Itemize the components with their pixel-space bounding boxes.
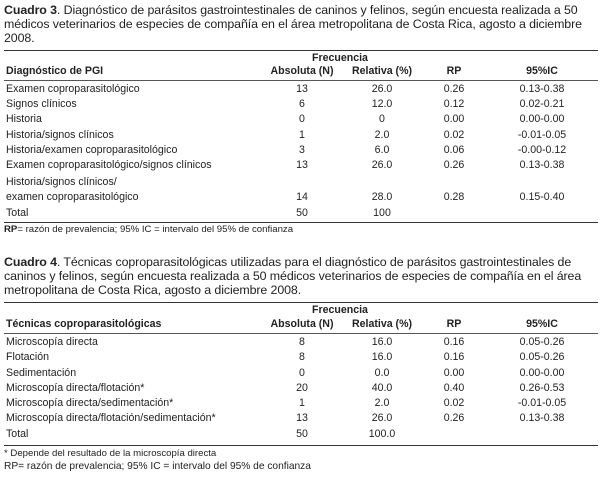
row-abs: 13	[296, 159, 308, 172]
row-abs: 50	[296, 206, 308, 219]
table3-footnote-text: = razón de prevalencia; 95% IC = intervalo del 95% de confianza	[17, 224, 294, 235]
table3-col-ic: 95%IC	[526, 65, 558, 77]
table-row	[4, 82, 598, 97]
table4-header-row	[4, 317, 598, 332]
row-rel: 6.0	[374, 143, 390, 156]
table3-col-label: Diagnóstico de PGI	[6, 65, 104, 77]
row-label: Microscopía directa/flotación/sedimentación*	[6, 412, 216, 425]
row-label: Historia	[6, 113, 42, 126]
row-rp	[422, 206, 486, 221]
row-ic: 0.02-0.21	[519, 98, 565, 111]
table3	[4, 64, 598, 79]
row-abs: 14	[296, 191, 308, 204]
row-label: Microscopía directa	[6, 336, 98, 348]
row-ic: 0.13-0.38	[519, 412, 565, 425]
table4-caption-label: Cuadro 4	[4, 255, 57, 269]
table3-group-header: Frecuencia	[312, 52, 368, 64]
row-rp	[422, 427, 486, 442]
row-rel: 28.0	[371, 191, 393, 204]
table4-body	[4, 335, 598, 442]
row-rp: 0.12	[443, 98, 465, 111]
row-rel: 16.0	[371, 351, 393, 364]
table3-top-rule	[4, 50, 598, 51]
table3-caption-label: Cuadro 3	[4, 3, 57, 17]
row-label-line1: Historia/signos clínicos/	[6, 176, 117, 189]
row-rp: 0.02	[443, 128, 465, 141]
table-row	[4, 411, 598, 426]
row-ic	[486, 206, 598, 221]
row-abs: 0	[299, 113, 305, 126]
row-label: Signos clínicos	[6, 98, 77, 111]
table-row	[4, 112, 598, 127]
row-label: Microscopía directa/sedimentación*	[6, 397, 174, 410]
table4-caption	[4, 255, 596, 297]
table-row-total	[4, 427, 598, 442]
row-rp: 0.16	[443, 351, 465, 364]
row-rel: 0	[379, 113, 385, 126]
row-ic: 0.05-0.26	[519, 336, 565, 348]
table4-col-abs: Absoluta (N)	[270, 318, 334, 330]
row-rp: 0.28	[443, 191, 465, 204]
table3-bottom-rule	[4, 222, 598, 223]
row-abs: 8	[299, 336, 305, 348]
row-ic: 0.00-0.00	[519, 366, 565, 379]
row-ic: 0.00-0.00	[519, 113, 565, 126]
row-rp: 0.40	[443, 381, 465, 394]
row-ic	[486, 427, 598, 442]
row-label: Historia/examen coproparasitológico	[6, 143, 178, 156]
row-abs: 1	[299, 128, 305, 141]
row-rp: 0.16	[443, 336, 465, 348]
table-row	[4, 396, 598, 411]
row-rel: 0.0	[374, 366, 390, 379]
table-row	[4, 350, 598, 365]
row-abs: 8	[299, 351, 305, 364]
row-abs: 6	[299, 98, 305, 111]
row-label: Examen coproparasitológico/signos clínicos	[6, 159, 212, 172]
table-row	[4, 335, 598, 350]
row-ic: 0.15-0.40	[519, 191, 565, 204]
table3-header-rule	[4, 80, 598, 81]
row-rp: 0.00	[443, 366, 465, 379]
row-ic: -0.01-0.05	[517, 397, 567, 410]
table4-footnote-star: * Depende del resultado de la microscopía directa	[4, 448, 217, 459]
row-rel: 100	[373, 206, 391, 219]
row-ic: 0.13-0.38	[519, 83, 565, 95]
table-row	[4, 97, 598, 112]
row-abs: 3	[299, 143, 305, 156]
row-ic: 0.13-0.38	[519, 159, 565, 172]
table-row	[4, 366, 598, 381]
row-abs: 0	[299, 366, 305, 379]
table4-footnote: RP= razón de prevalencia; 95% IC = intervalo del 95% de confianza	[4, 461, 311, 472]
row-ic: 0.26-0.53	[519, 381, 565, 394]
row-label: examen coproparasitológico	[6, 191, 139, 204]
row-abs: 1	[299, 397, 305, 410]
table3-header-row	[4, 64, 598, 79]
table3-caption	[4, 3, 596, 45]
row-rel: 2.0	[374, 397, 390, 410]
table4-bottom-rule	[4, 445, 598, 446]
table4-col-label: Técnicas coproparasitológicas	[6, 318, 162, 330]
row-rel: 26.0	[371, 159, 393, 172]
table4-col-ic: 95%IC	[526, 318, 558, 330]
table4-group-header: Frecuencia	[312, 304, 368, 316]
table3-body	[4, 82, 598, 221]
table-row	[4, 128, 598, 143]
row-ic: -0.01-0.05	[517, 128, 567, 141]
row-rp: 0.26	[443, 159, 465, 172]
row-ic: -0.00-0.12	[517, 143, 567, 156]
table4-caption-text: . Técnicas coproparasitológicas utilizadas para el diagnóstico de parásitos gastrointestinales de caninos y felinos, según encuesta realizada a 50 médicos veterinarios de especies de compañía en el área metropolitana de Costa Rica, agosto a diciembre 2008.	[4, 255, 582, 297]
table3-col-rel: Relativa (%)	[351, 65, 413, 77]
row-label: Sedimentación	[6, 366, 77, 379]
table3-footnote	[4, 224, 293, 236]
table3-col-abs: Absoluta (N)	[270, 65, 334, 77]
row-rp: 0.00	[443, 113, 465, 126]
table3-col-rp: RP	[446, 65, 462, 77]
table-row	[4, 381, 598, 396]
row-rp: 0.26	[443, 83, 465, 95]
table4	[4, 317, 598, 332]
row-rel: 26.0	[371, 83, 393, 95]
row-rp: 0.06	[443, 143, 465, 156]
row-rp: 0.26	[443, 412, 465, 425]
table-row	[4, 173, 598, 190]
table4-col-rp: RP	[446, 318, 462, 330]
row-rp: 0.02	[443, 397, 465, 410]
table3-caption-text: . Diagnóstico de parásitos gastrointestinales de caninos y felinos, según encuesta realizada a 50 médicos veterinarios de especies de compañía en el área metropolitana de Costa Rica, agosto a diciembre 2008.	[4, 3, 582, 45]
row-abs: 50	[296, 427, 308, 440]
row-label: Flotación	[6, 351, 49, 364]
table-row-total	[4, 206, 598, 221]
row-abs: 13	[296, 83, 308, 95]
table-row	[4, 190, 598, 205]
row-rel: 16.0	[371, 336, 393, 348]
row-rel: 40.0	[371, 381, 393, 394]
row-label: Total	[6, 206, 29, 219]
table4-col-rel: Relativa (%)	[351, 318, 413, 330]
table-row	[4, 158, 598, 173]
row-label: Total	[6, 427, 29, 440]
row-rel: 2.0	[374, 128, 390, 141]
table3-footnote-abbrev: RP	[4, 224, 18, 235]
row-rel: 26.0	[371, 412, 393, 425]
row-label: Microscopía directa/flotación*	[6, 381, 145, 394]
row-rel: 12.0	[371, 98, 393, 111]
row-abs: 20	[296, 381, 308, 394]
row-label: Examen coproparasitológico	[6, 83, 140, 95]
table4-header-rule	[4, 333, 598, 334]
row-abs: 13	[296, 412, 308, 425]
table4-top-rule	[4, 302, 598, 303]
row-rel: 100.0	[368, 427, 396, 440]
row-ic: 0.05-0.26	[519, 351, 565, 364]
table-row	[4, 143, 598, 158]
row-label: Historia/signos clínicos	[6, 128, 114, 141]
